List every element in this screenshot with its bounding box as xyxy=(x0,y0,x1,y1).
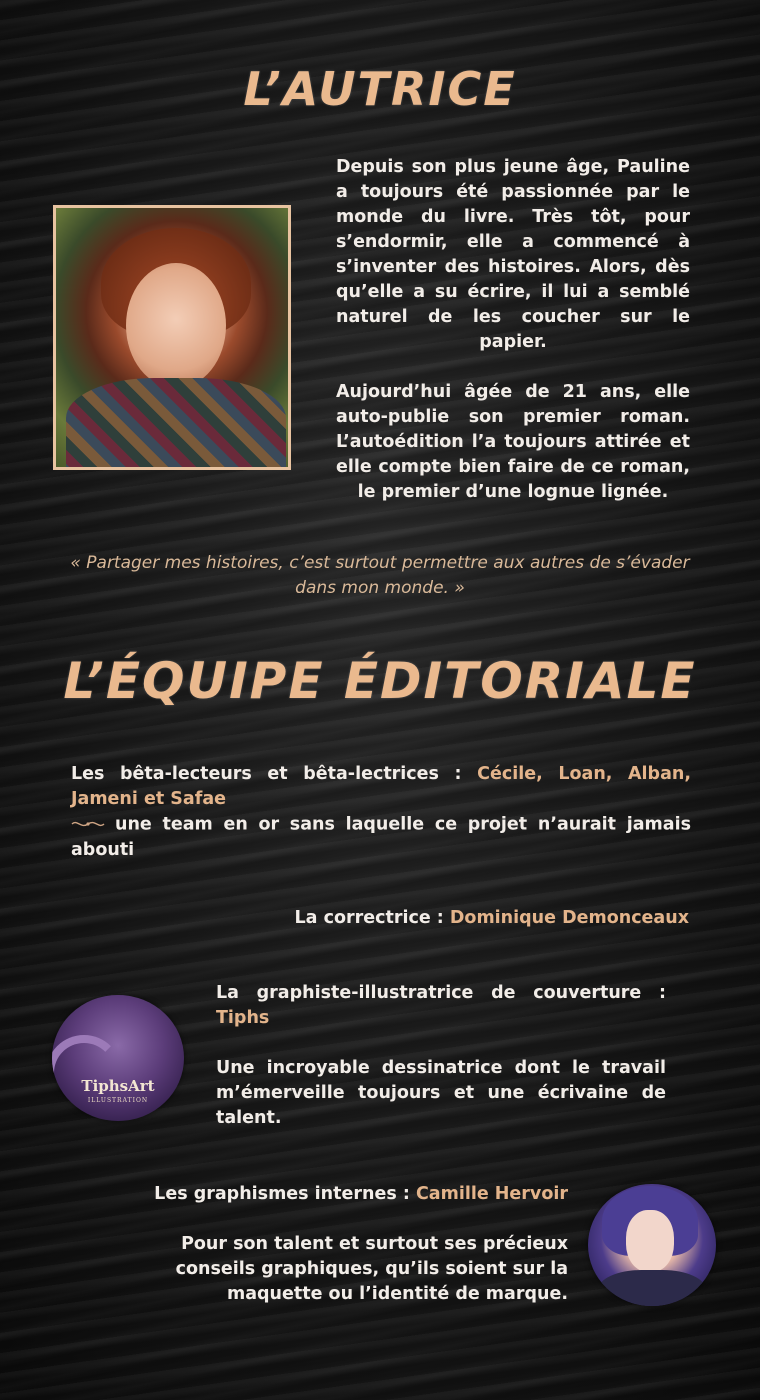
tiphsart-logo-subtext: ILLUSTRATION xyxy=(87,1097,149,1104)
cover-artist-credit xyxy=(216,981,666,1031)
proofreader-name: Dominique Demonceaux xyxy=(449,908,689,928)
beta-readers-description: une team en or sans laquelle ce projet n’aurait jamais abouti xyxy=(71,814,691,860)
cover-artist-label: La graphiste-illustratrice de couverture : xyxy=(216,983,666,1003)
tiphsart-logo-text: TiphsArt xyxy=(81,1077,155,1095)
camille-avatar-illustration xyxy=(588,1184,716,1306)
proofreader-credit xyxy=(71,906,689,931)
beta-readers-credit xyxy=(71,762,691,812)
tiphsart-logo xyxy=(52,995,184,1121)
proofreader-label: La correctrice : xyxy=(294,908,444,928)
cover-artist-name: Tiphs xyxy=(216,1008,270,1028)
cover-artist-description: Une incroyable dessinatrice dont le travail m’émerveille toujours et une écrivaine de talent. xyxy=(216,1058,666,1128)
author-bio-paragraph-1: Depuis son plus jeune âge, Pauline a toujours été passionnée par le monde du livre. Très tôt, pour s’endormir, elle a commencé à s’inventer des histoires. Alors, dès qu’elle a su écrire, il lui a semblé naturel de les coucher sur le papier. xyxy=(336,157,690,352)
internal-graphics-label: Les graphismes internes : xyxy=(154,1184,410,1204)
author-photo xyxy=(53,205,291,470)
internal-graphics-description: Pour son talent et surtout ses précieux conseils graphiques, qu’ils soient sur la maquette ou l’identité de marque. xyxy=(175,1234,568,1304)
internal-graphics-name: Camille Hervoir xyxy=(415,1184,568,1204)
team-section-title: L’ÉQUIPE ÉDITORIALE xyxy=(63,652,697,710)
beta-readers-names: Cécile, Loan, Alban, Jameni et Safae xyxy=(71,764,692,809)
beta-readers-description-line xyxy=(71,812,691,863)
internal-graphics-credit xyxy=(100,1182,568,1207)
author-bio-paragraph-2: Aujourd’hui âgée de 21 ans, elle auto-publie son premier roman. L’autoédition l’a toujours attirée et elle compte bien faire de ce roman, le premier d’une lognue lignée. xyxy=(336,382,690,502)
author-quote: « Partager mes histoires, c’est surtout permettre aux autres de s’évader dans mon monde. » xyxy=(70,553,690,598)
beta-readers-label: Les bêta-lecteurs et bêta-lectrices : xyxy=(71,764,462,784)
author-section-title: L’AUTRICE xyxy=(243,62,517,116)
ornament-icon xyxy=(71,812,105,837)
